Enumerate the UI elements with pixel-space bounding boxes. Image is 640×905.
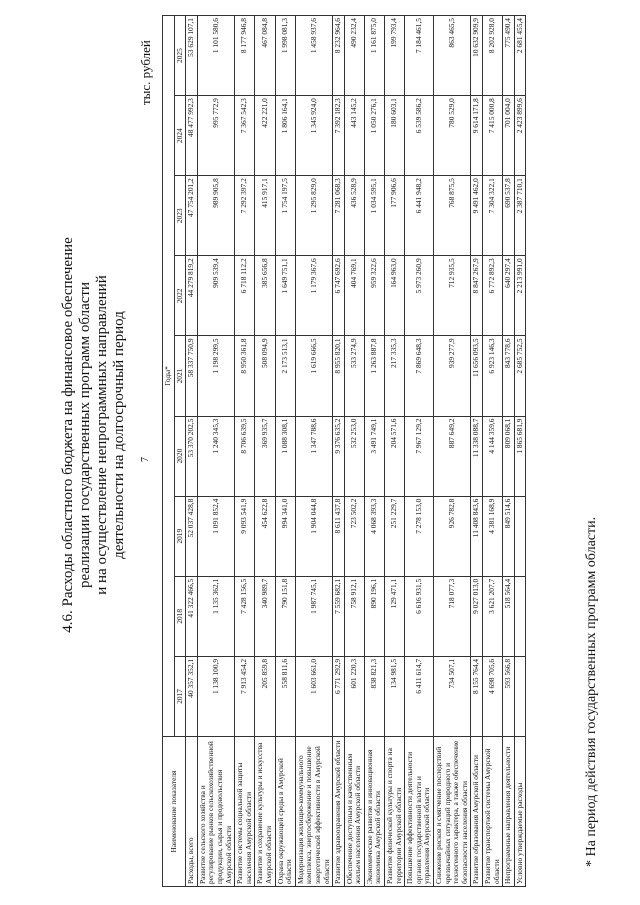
indicator-name-cell: Условно утверждаемые расходы — [514, 737, 526, 887]
value-cell: 994 341,0 — [275, 496, 295, 576]
value-cell: 1 263 887,8 — [364, 336, 384, 416]
section-heading — [60, 115, 128, 755]
page-number: 7 — [140, 457, 151, 462]
value-cell: 1 987 745,1 — [295, 576, 332, 656]
value-cell: 7 278 153,0 — [405, 496, 434, 576]
value-cell: 47 754 201,2 — [186, 176, 198, 256]
table-row — [514, 16, 526, 887]
table-row — [255, 16, 275, 887]
value-cell: 1 458 937,6 — [295, 16, 332, 96]
value-cell: 251 229,7 — [385, 496, 405, 576]
value-cell: 44 279 819,2 — [186, 256, 198, 336]
value-cell: 1 649 751,1 — [275, 256, 295, 336]
table-row — [483, 16, 503, 887]
value-cell: 8 177 946,8 — [235, 16, 255, 96]
value-cell: 369 935,7 — [255, 416, 275, 496]
value-cell: 9 093 541,9 — [235, 496, 255, 576]
value-cell: 9 491 462,0 — [471, 176, 483, 256]
value-cell: 129 471,1 — [385, 576, 405, 656]
value-cell: 780 529,0 — [434, 96, 471, 176]
value-cell: 6 616 931,5 — [405, 576, 434, 656]
value-cell: 533 274,9 — [344, 336, 364, 416]
value-cell: 490 232,4 — [344, 16, 364, 96]
value-cell: 40 357 352,1 — [186, 656, 198, 736]
value-cell: 58 337 750,9 — [186, 336, 198, 416]
year-header: 2025 — [174, 16, 186, 96]
year-header: 2023 — [174, 176, 186, 256]
value-cell: 6 772 892,3 — [483, 256, 503, 336]
value-cell: 532 253,0 — [344, 416, 364, 496]
value-cell: 48 477 992,3 — [186, 96, 198, 176]
value-cell: 712 935,5 — [434, 256, 471, 336]
value-cell: 6 411 614,7 — [405, 656, 434, 736]
value-cell: 467 084,8 — [255, 16, 275, 96]
year-header: 2024 — [174, 96, 186, 176]
table-row — [275, 16, 295, 887]
year-header: 2018 — [174, 576, 186, 656]
value-cell: 1 904 044,8 — [295, 496, 332, 576]
value-cell: 4 698 705,6 — [483, 656, 503, 736]
value-cell: 863 465,5 — [434, 16, 471, 96]
value-cell: 11 338 088,7 — [471, 416, 483, 496]
value-cell: 7 428 156,5 — [235, 576, 255, 656]
value-cell: 2 173 513,1 — [275, 336, 295, 416]
year-header: 2022 — [174, 256, 186, 336]
table-row — [333, 16, 345, 887]
value-cell: 1 198 299,5 — [197, 336, 234, 416]
value-cell: 443 145,2 — [344, 96, 364, 176]
value-cell: 849 514,6 — [503, 496, 515, 576]
value-cell: 205 859,8 — [255, 656, 275, 736]
value-cell: 6 771 292,9 — [333, 656, 345, 736]
value-cell: 690 537,8 — [503, 176, 515, 256]
value-cell: 8 611 437,8 — [333, 496, 345, 576]
table-row — [344, 16, 364, 887]
value-cell: 340 989,7 — [255, 576, 275, 656]
value-cell: 887 649,2 — [434, 416, 471, 496]
value-cell: 5 973 260,9 — [405, 256, 434, 336]
value-cell: 995 772,9 — [197, 96, 234, 176]
value-cell: 758 912,1 — [344, 576, 364, 656]
value-cell: 718 077,3 — [434, 576, 471, 656]
value-cell: 9 027 013,0 — [471, 576, 483, 656]
value-cell: 1 101 580,6 — [197, 16, 234, 96]
value-cell: 1 091 852,4 — [197, 496, 234, 576]
value-cell: 939 277,9 — [434, 336, 471, 416]
value-cell: 640 297,4 — [503, 256, 515, 336]
value-cell: 1 347 788,6 — [295, 416, 332, 496]
value-cell: 890 196,1 — [364, 576, 384, 656]
table-row — [434, 16, 471, 887]
indicator-name-cell: Повышение эффективности деятельности органов государственной власти и управления Амурской области — [405, 737, 434, 887]
table-row — [503, 16, 515, 887]
value-cell: 134 981,5 — [385, 656, 405, 736]
table-row — [235, 16, 255, 887]
value-cell: 1 050 276,1 — [364, 96, 384, 176]
years-group-header: Годы* — [163, 16, 175, 737]
value-cell: 701 004,0 — [503, 96, 515, 176]
value-cell: 959 322,6 — [364, 256, 384, 336]
value-cell: 1 806 164,1 — [275, 96, 295, 176]
heading-line: и на осуществление непрограммных направлений — [94, 275, 110, 595]
indicator-name-cell: Охрана окружающей среды в Амурской области — [275, 737, 295, 887]
value-cell: 4 381 168,9 — [483, 496, 503, 576]
indicator-name-cell: Развитие и сохранение культуры и искусства Амурской области — [255, 737, 275, 887]
value-cell: 2 681 455,4 — [514, 16, 526, 96]
table-row — [295, 16, 332, 887]
indicator-name-cell: Экономическое развитие и инновационная экономика Амурской области — [364, 737, 384, 887]
indicator-name-cell: Непрограммные направления деятельности — [503, 737, 515, 887]
value-cell: 734 507,1 — [434, 656, 471, 736]
value-cell: 1 998 081,3 — [275, 16, 295, 96]
indicator-name-cell: Развитие образования Амурской области — [471, 737, 483, 887]
value-cell: 7 281 068,3 — [333, 176, 345, 256]
value-cell: 723 502,2 — [344, 496, 364, 576]
value-cell: 8 847 267,9 — [471, 256, 483, 336]
value-cell: 909 539,4 — [197, 256, 234, 336]
value-cell: 601 220,3 — [344, 656, 364, 736]
value-cell: 2 685 752,5 — [514, 336, 526, 416]
value-cell: 7 304 322,1 — [483, 176, 503, 256]
budget-table — [162, 15, 526, 887]
value-cell: 1 034 595,1 — [364, 176, 384, 256]
value-cell: 2 387 710,1 — [514, 176, 526, 256]
value-cell: 7 184 461,5 — [405, 16, 434, 96]
indicator-name-cell: Модернизация жилищно-коммунального комплекса, энергосбережение и повышение энергетической эффективности в Амурской области — [295, 737, 332, 887]
value-cell: 7 967 129,2 — [405, 416, 434, 496]
value-cell: 2 213 991,0 — [514, 256, 526, 336]
footnote: * На период действия государственных программ области. — [584, 516, 599, 867]
value-cell — [514, 576, 526, 656]
value-cell: 1 138 100,9 — [197, 656, 234, 736]
value-cell: 790 151,8 — [275, 576, 295, 656]
name-column-header: Наименование показателя — [163, 737, 186, 887]
value-cell: 8 232 964,6 — [333, 16, 345, 96]
heading-line: деятельности на долгосрочный период — [111, 311, 127, 559]
value-cell: 7 559 682,1 — [333, 576, 345, 656]
header-row-1 — [163, 16, 175, 887]
value-cell: 1 135 362,1 — [197, 576, 234, 656]
value-cell: 8 955 820,1 — [333, 336, 345, 416]
value-cell: 7 367 542,3 — [235, 96, 255, 176]
value-cell: 1 161 875,0 — [364, 16, 384, 96]
value-cell: 53 370 202,5 — [186, 416, 198, 496]
indicator-name-cell: Расходы, всего — [186, 737, 198, 887]
value-cell — [514, 656, 526, 736]
value-cell: 1 345 924,0 — [295, 96, 332, 176]
value-cell: 7 392 182,3 — [333, 96, 345, 176]
value-cell: 838 821,3 — [364, 656, 384, 736]
value-cell: 8 202 928,0 — [483, 16, 503, 96]
value-cell: 1 754 197,5 — [275, 176, 295, 256]
value-cell: 809 068,1 — [503, 416, 515, 496]
value-cell: 9 614 171,8 — [471, 96, 483, 176]
value-cell: 768 875,5 — [434, 176, 471, 256]
value-cell: 8 706 639,5 — [235, 416, 255, 496]
table-row — [405, 16, 434, 887]
value-cell: 404 769,1 — [344, 256, 364, 336]
value-cell: 6 718 112,2 — [235, 256, 255, 336]
value-cell: 4 068 393,3 — [364, 496, 384, 576]
value-cell: 204 571,6 — [385, 416, 405, 496]
value-cell: 558 811,6 — [275, 656, 295, 736]
value-cell: 11 408 843,6 — [471, 496, 483, 576]
table-row — [186, 16, 198, 887]
value-cell: 436 528,9 — [344, 176, 364, 256]
indicator-name-cell: Развитие сельского хозяйства и регулирование рынков сельскохозяйственной продукции, сырья и продовольствия Амурской области — [197, 737, 234, 887]
value-cell: 843 778,6 — [503, 336, 515, 416]
value-cell: 454 622,8 — [255, 496, 275, 576]
year-header: 2017 — [174, 656, 186, 736]
indicator-name-cell: Развитие здравоохранения Амурской области — [333, 737, 345, 887]
value-cell: 7 292 397,2 — [235, 176, 255, 256]
value-cell: 6 747 692,6 — [333, 256, 345, 336]
value-cell: 8 155 764,4 — [471, 656, 483, 736]
value-cell: 164 963,0 — [385, 256, 405, 336]
value-cell — [514, 496, 526, 576]
value-cell: 41 322 466,5 — [186, 576, 198, 656]
value-cell: 593 566,8 — [503, 656, 515, 736]
value-cell: 7 415 000,8 — [483, 96, 503, 176]
value-cell: 4 144 359,6 — [483, 416, 503, 496]
table-body — [186, 16, 526, 887]
value-cell: 7 869 648,3 — [405, 336, 434, 416]
value-cell: 926 782,8 — [434, 496, 471, 576]
indicator-name-cell: Развитие системы социальной защиты населения Амурской области — [235, 737, 255, 887]
value-cell: 10 632 909,9 — [471, 16, 483, 96]
heading-line: реализации государственных программ области — [77, 282, 93, 588]
value-cell: 775 490,4 — [503, 16, 515, 96]
value-cell: 3 621 207,7 — [483, 576, 503, 656]
value-cell: 1 179 367,6 — [295, 256, 332, 336]
value-cell: 177 906,6 — [385, 176, 405, 256]
value-cell: 415 917,1 — [255, 176, 275, 256]
value-cell: 1 603 661,0 — [295, 656, 332, 736]
value-cell: 8 950 361,8 — [235, 336, 255, 416]
indicator-name-cell: Развитие транспортной системы Амурской области — [483, 737, 503, 887]
table-row — [197, 16, 234, 887]
value-cell: 180 603,1 — [385, 96, 405, 176]
table-row — [385, 16, 405, 887]
value-cell: 2 423 899,6 — [514, 96, 526, 176]
value-cell: 53 629 107,1 — [186, 16, 198, 96]
table-row — [364, 16, 384, 887]
value-cell: 1 240 345,3 — [197, 416, 234, 496]
value-cell: 1 295 829,0 — [295, 176, 332, 256]
value-cell: 217 335,3 — [385, 336, 405, 416]
table-row — [471, 16, 483, 887]
value-cell: 9 376 635,2 — [333, 416, 345, 496]
value-cell: 385 656,8 — [255, 256, 275, 336]
value-cell: 1 865 681,9 — [514, 416, 526, 496]
value-cell: 422 221,0 — [255, 96, 275, 176]
value-cell: 989 905,8 — [197, 176, 234, 256]
indicator-name-cell: Обеспечение доступным и качественным жильем населения Амурской области — [344, 737, 364, 887]
value-cell: 1 619 666,5 — [295, 336, 332, 416]
units-label: тыс. рублей — [138, 40, 153, 105]
value-cell: 1 088 308,1 — [275, 416, 295, 496]
year-header: 2019 — [174, 496, 186, 576]
value-cell: 3 491 749,1 — [364, 416, 384, 496]
year-header: 2020 — [174, 416, 186, 496]
value-cell: 52 037 428,8 — [186, 496, 198, 576]
value-cell: 6 441 948,2 — [405, 176, 434, 256]
indicator-name-cell: Развитие физической культуры и спорта на территории Амурской области — [385, 737, 405, 887]
value-cell: 6 539 586,2 — [405, 96, 434, 176]
value-cell: 6 923 146,3 — [483, 336, 503, 416]
value-cell: 518 564,4 — [503, 576, 515, 656]
value-cell: 7 913 454,2 — [235, 656, 255, 736]
value-cell: 508 094,9 — [255, 336, 275, 416]
value-cell: 199 793,4 — [385, 16, 405, 96]
value-cell: 11 656 093,5 — [471, 336, 483, 416]
year-header: 2021 — [174, 336, 186, 416]
heading-line: 4.6. Расходы областного бюджета на финансовое обеспечение — [60, 237, 76, 633]
indicator-name-cell: Снижение рисков и смягчение последствий чрезвычайных ситуаций природного и техногенного характера, а также обеспечение безопасности населения области — [434, 737, 471, 887]
